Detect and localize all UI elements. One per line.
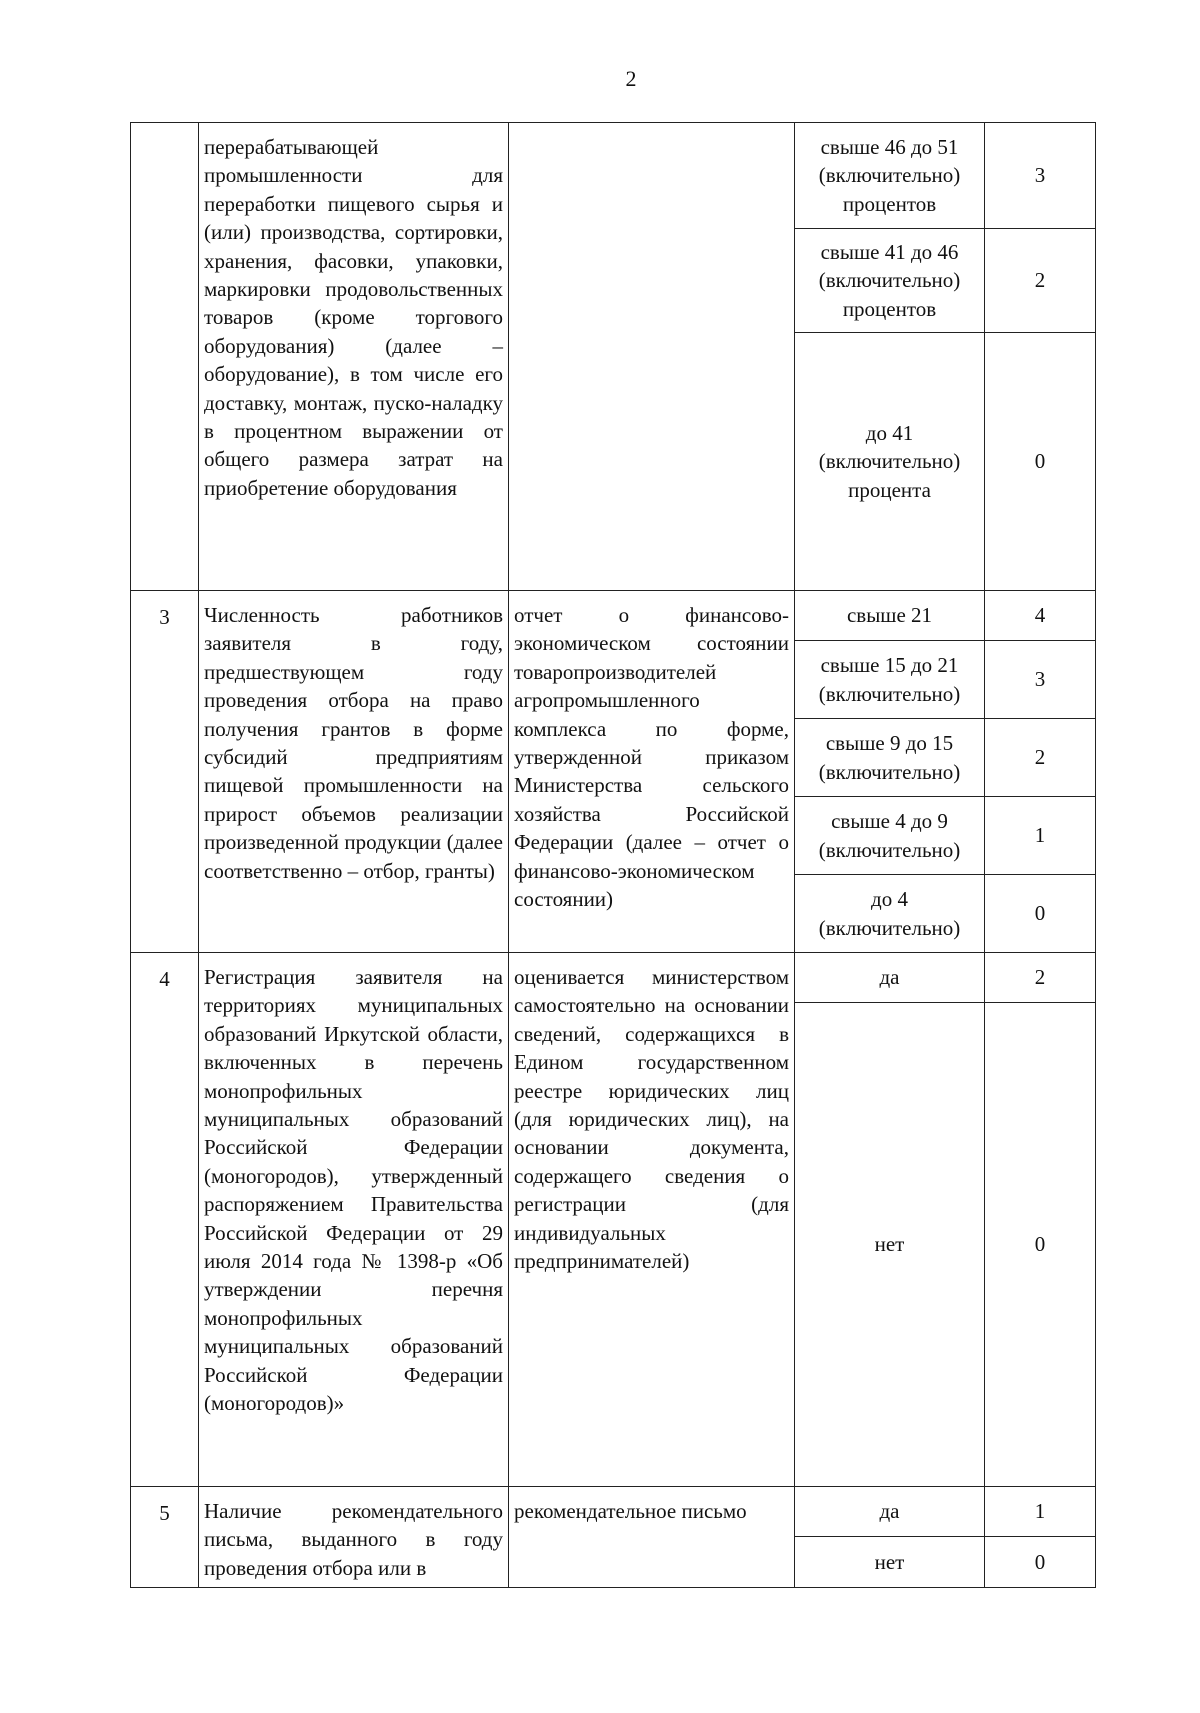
criterion-cell: свыше 41 до 46 (включительно) процентов xyxy=(795,229,985,333)
table-row xyxy=(131,953,1096,1003)
row-number: 5 xyxy=(131,1487,199,1588)
criterion-cell: да xyxy=(795,1487,985,1537)
criterion-cell: свыше 4 до 9 (включительно) xyxy=(795,797,985,875)
score-cell: 2 xyxy=(985,953,1096,1003)
score-cell: 3 xyxy=(985,641,1096,719)
row-number xyxy=(131,123,199,591)
row-number: 4 xyxy=(131,953,199,1487)
indicator-cell: Численность работников заявителя в году, предшествующем году проведения отбора на право получения грантов в форме субсидий предприятиям пищевой промышленности на прирост объемов реализации произведенной продукции (далее соответственно – отбор, гранты) xyxy=(199,591,509,953)
score-cell: 1 xyxy=(985,1487,1096,1537)
criterion-cell: нет xyxy=(795,1003,985,1487)
criterion-cell: свыше 21 xyxy=(795,591,985,641)
criterion-cell: до 41 (включительно) процента xyxy=(795,333,985,591)
row-number: 3 xyxy=(131,591,199,953)
criterion-cell: да xyxy=(795,953,985,1003)
document-cell xyxy=(509,123,795,591)
table-row xyxy=(131,591,1096,641)
score-cell: 0 xyxy=(985,1537,1096,1588)
document-cell: рекомендательное письмо xyxy=(509,1487,795,1588)
score-cell: 2 xyxy=(985,719,1096,797)
criterion-cell: до 4 (включительно) xyxy=(795,875,985,953)
score-cell: 4 xyxy=(985,591,1096,641)
indicator-cell: перерабатывающей промышленности для переработки пищевого сырья и (или) производства, сортировки, хранения, фасовки, упаковки, маркировки продовольственных товаров (кроме торгового оборудования) (далее – оборудование), в том числе его доставку, монтаж, пуско-наладку в процентном выражении от общего размера затрат на приобретение оборудования xyxy=(199,123,509,591)
indicator-cell: Наличие рекомендательного письма, выданного в году проведения отбора или в xyxy=(199,1487,509,1588)
score-cell: 3 xyxy=(985,123,1096,229)
criteria-table xyxy=(130,122,1096,1588)
table-row xyxy=(131,1487,1096,1537)
criterion-cell: свыше 15 до 21 (включительно) xyxy=(795,641,985,719)
score-cell: 2 xyxy=(985,229,1096,333)
table-row xyxy=(131,123,1096,229)
score-cell: 0 xyxy=(985,875,1096,953)
criterion-cell: свыше 46 до 51 (включительно) процентов xyxy=(795,123,985,229)
score-cell: 0 xyxy=(985,333,1096,591)
indicator-cell: Регистрация заявителя на территориях муниципальных образований Иркутской области, включенных в перечень монопрофильных муниципальных образований Российской Федерации (моногородов), утвержденный распоряжением Правительства Российской Федерации от 29 июля 2014 года № 1398-р «Об утверждении перечня монопрофильных муниципальных образований Российской Федерации (моногородов)» xyxy=(199,953,509,1487)
score-cell: 1 xyxy=(985,797,1096,875)
page-number: 2 xyxy=(625,66,637,91)
document-cell: отчет о финансово-экономическом состоянии товаропроизводителей агропромышленного комплекса по форме, утвержденной приказом Министерства сельского хозяйства Российской Федерации (далее – отчет о финансово-экономическом состоянии) xyxy=(509,591,795,953)
criterion-cell: свыше 9 до 15 (включительно) xyxy=(795,719,985,797)
document-cell: оценивается министерством самостоятельно на основании сведений, содержащихся в Едином государственном реестре юридических лиц (для юридических лиц), на основании документа, содержащего сведения о регистрации (для индивидуальных предпринимателей) xyxy=(509,953,795,1487)
criterion-cell: нет xyxy=(795,1537,985,1588)
score-cell: 0 xyxy=(985,1003,1096,1487)
